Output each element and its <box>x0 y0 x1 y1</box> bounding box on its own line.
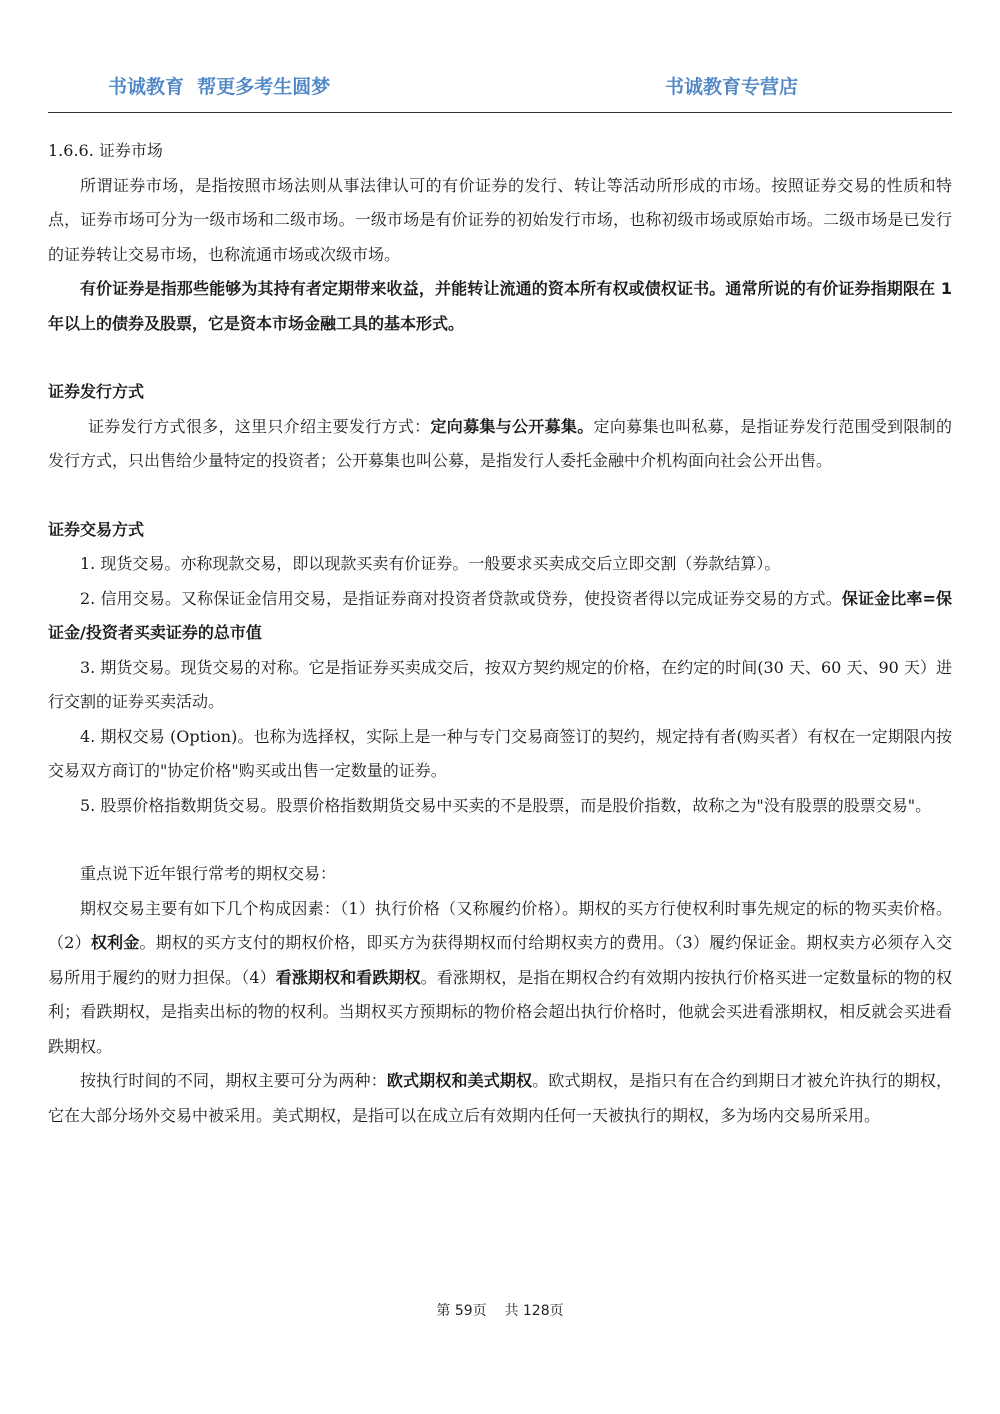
intro-paragraph: 所谓证券市场，是指按照市场法则从事法律认可的有价证券的发行、转让等活动所形成的市场。按照证券交易的性质和特点，证券市场可分为一级市场和二级市场。一级市场是有价证券的初始发行市场，也称初级市场或原始市场。二级市场是已发行的证券转让交易市场，也称流通市场或次级市场。 <box>48 175 952 264</box>
trading-item-2-text: 2. 信用交易。又称保证金信用交易，是指证券商对投资者贷款或贷券，使投资者得以完成证券交易的方式。 <box>80 588 842 608</box>
issuance-text-bold: 定向募集与公开募集。 <box>430 416 594 436</box>
options-paragraph-1 <box>48 892 952 1065</box>
options-text: 。欧式期权，是指只有在合约到期日才被允许执行的期权，它在大部分场外交易中被采用。美式期权，是指可以在成立后有效期内任何一天被执行的期权，多为场内交易所采用。 <box>48 1071 952 1125</box>
section-title: 1.6.6. 证券市场 <box>48 141 163 160</box>
header-divider <box>48 112 952 113</box>
options-text: 按执行时间的不同，期权主要可分为两种： <box>80 1071 387 1090</box>
issuance-paragraph <box>48 410 952 479</box>
premium-term: 权利金 <box>90 933 140 952</box>
spacer <box>48 479 952 513</box>
definition-paragraph: 有价证券是指那些能够为其持有者定期带来收益，并能转让流通的资本所有权或债权证书。通常所说的有价证券指期限在 1 年以上的债券及股票，它是资本市场金融工具的基本形式。 <box>48 279 952 333</box>
options-text: 。看涨期权，是指在期权合约有效期内按执行价格买进一定数量标的物的权利；看跌期权，是指卖出标的物的权利。当期权买方预期标的物价格会超出执行价格时，他就会买进看涨期权，相反就会买进看跌期权。 <box>48 967 952 1056</box>
options-text: 期权交易主要有如下几个构成因素：（1）执行价格（又称履约价格）。期权的买方行使权利时事先规定的标的物买卖价格。（2） <box>48 898 952 952</box>
call-put-term: 看涨期权和看跌期权 <box>275 967 421 987</box>
options-lead: 重点说下近年银行常考的期权交易： <box>80 864 337 883</box>
issuance-text-a: 证券发行方式很多，这里只介绍主要发行方式： <box>88 416 431 436</box>
header-store-name: 书诚教育专营店 <box>665 76 799 98</box>
page-header <box>48 70 952 110</box>
trading-item-1: 1. 现货交易。亦称现款交易，即以现款买卖有价证券。一般要求买卖成交后立即交割（券款结算）。 <box>80 554 781 573</box>
trading-heading: 证券交易方式 <box>48 519 145 539</box>
options-text: 。期权的买方支付的期权价格，即买方为获得期权而付给期权卖方的费用。（3）履约保证金。期权卖方必须存入交易所用于履约的财力担保。（4） <box>48 933 952 987</box>
european-american-term: 欧式期权和美式期权 <box>386 1071 533 1090</box>
document-body <box>48 134 952 1133</box>
issuance-heading: 证券发行方式 <box>48 382 145 401</box>
trading-item-4: 4. 期权交易 (Option)。也称为选择权，实际上是一种与专门交易商签订的契约，规定持有者(购买者）有权在一定期限内按交易双方商订的"协定价格"购买或出售一定数量的证券。 <box>48 726 952 780</box>
options-paragraph-2 <box>48 1064 952 1133</box>
page-number: 第 59页 共 128页 <box>436 1303 564 1319</box>
spacer <box>48 823 952 857</box>
trading-item-3: 3. 期货交易。现货交易的对称。它是指证券买卖成交后，按双方契约规定的价格，在约定的时间(30 天、60 天、90 天）进行交割的证券买卖活动。 <box>48 657 952 711</box>
header-slogan: 书诚教育 帮更多考生圆梦 <box>108 76 331 98</box>
trading-item-5: 5. 股票价格指数期货交易。股票价格指数期货交易中买卖的不是股票，而是股价指数，故称之为"没有股票的股票交易"。 <box>80 795 932 815</box>
margin-ratio-formula: 保证金比率=保证金/投资者买卖证券的总市值 <box>48 588 952 642</box>
trading-item-2 <box>48 582 952 651</box>
issuance-text-c: 定向募集也叫私募，是指证券发行范围受到限制的发行方式，只出售给少量特定的投资者；公开募集也叫公募，是指发行人委托金融中介机构面向社会公开出售。 <box>48 416 952 470</box>
spacer <box>48 341 952 375</box>
